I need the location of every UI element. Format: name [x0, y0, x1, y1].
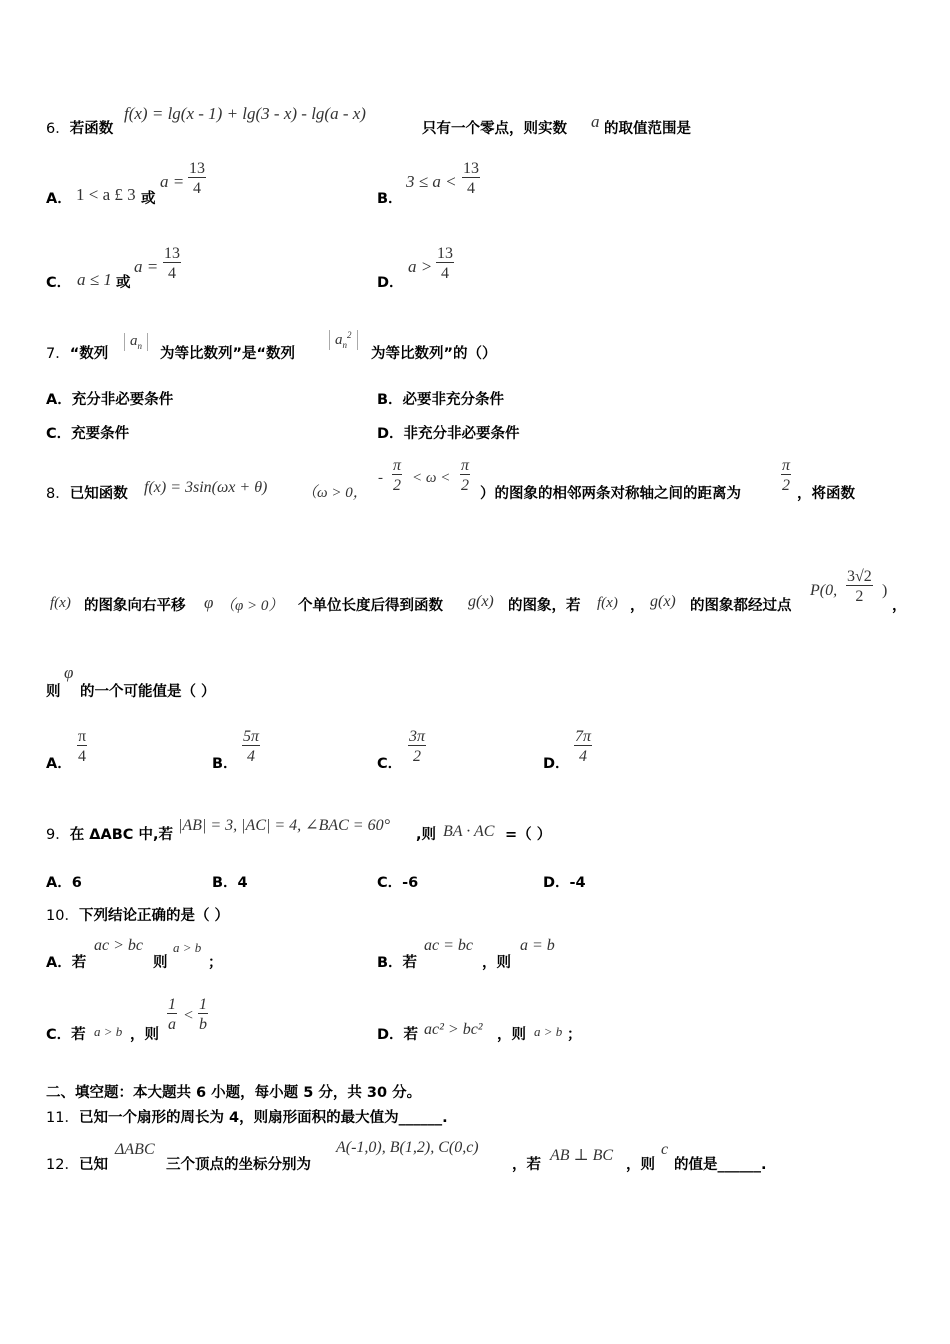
q8-line3a: 则 [46, 684, 61, 700]
q8-text1: 8．已知函数 [46, 486, 128, 502]
q8-option-d-fraction: $\frac{7\pi}{4}$ [575, 728, 592, 765]
q8-option-a-label: A． [46, 756, 72, 772]
q8-condition1: （ω > 0， [302, 485, 368, 501]
q8-text5: 个单位长度后得到函数 [298, 598, 443, 614]
q10-option-b-then: ，则 [482, 955, 511, 971]
q6-option-a-expr: 1 < a £ 3 [76, 185, 136, 204]
q8-gx-2: g(x) [650, 593, 676, 610]
q10-option-a-e1: ac > bc [94, 937, 143, 954]
q6-option-c-fraction: $\frac{13}{4}$ [164, 245, 180, 282]
q8-line3b: 的一个可能值是（ ） [80, 684, 216, 700]
q10-option-a-then: 则 [153, 955, 168, 971]
q10-option-a-label: A．若 [46, 955, 87, 971]
q7-text3: 为等比数列”的（） [371, 346, 497, 362]
q12-perp: AB ⊥ BC [550, 1147, 614, 1164]
q6-option-c-expr2: a = [134, 257, 159, 276]
q8-option-b-fraction: $\frac{5\pi}{4}$ [243, 728, 260, 765]
q6-option-d-expr: a > [408, 257, 433, 276]
q10-option-b-e2: a = b [520, 937, 555, 954]
q6-text-end: 的取值范围是 [604, 121, 691, 137]
q9-option-a: A．6 [46, 875, 82, 891]
q9-option-c: C．-6 [377, 875, 419, 891]
q10-option-b-label: B．若 [377, 955, 418, 971]
q8-option-d-label: D． [543, 756, 570, 772]
q12-text4: ，则 [626, 1157, 655, 1173]
q12-text2: 三个顶点的坐标分别为 [166, 1157, 311, 1173]
q8-point-pre: P(0, [810, 582, 838, 599]
q8-point-post: ) [882, 582, 888, 599]
q8-option-c-fraction: $\frac{3\pi}{2}$ [409, 728, 426, 765]
q8-phi-2: φ [64, 663, 74, 682]
q10-option-c-label: C．若 [46, 1027, 86, 1043]
q8-text2: ）的图象的相邻两条对称轴之间的距离为 [480, 486, 741, 502]
q12-triangle: ΔABC [115, 1141, 155, 1158]
q6-option-a-expr2: a = [160, 172, 185, 191]
q10-option-d-e1: ac² > bc² [424, 1021, 483, 1038]
q12-text1: 12．已知 [46, 1157, 108, 1173]
q6-text-post: 只有一个零点，则实数 [422, 121, 567, 137]
q10-option-a-e2: a > b [173, 940, 202, 955]
q7-option-c: C．充要条件 [46, 426, 130, 442]
q7-sequence-an2: $a_n^2$ [329, 330, 358, 350]
q9-condition: |AB| = 3, |AC| = 4, ∠BAC = 60° [178, 817, 390, 834]
q9-text3: =（ ） [505, 827, 552, 843]
q8-text4: 的图象向右平移 [84, 598, 186, 614]
q8-phi: φ [204, 593, 214, 612]
q10-option-c-e1: a > b [94, 1024, 123, 1039]
q10-option-c-then: ，则 [130, 1027, 159, 1043]
q9-option-b: B．4 [212, 875, 248, 891]
section-2-heading: 二、填空题：本大题共 6 小题，每小题 5 分，共 30 分。 [46, 1085, 422, 1101]
q6-text-pre: 6．若函数 [46, 121, 114, 137]
q8-option-a-fraction: $\frac{\pi}{4}$ [78, 728, 87, 765]
q8-comma: ， [630, 598, 645, 614]
q8-fraction-pi-2-b: $\frac{\pi}{2}$ [461, 457, 470, 494]
q10-option-d-label: D．若 [377, 1027, 419, 1043]
q8-fraction-pi-2-a: $\frac{\pi}{2}$ [393, 457, 402, 494]
q12-c: c [661, 1141, 669, 1158]
q10-option-d-then: ，则 [497, 1027, 526, 1043]
q7-option-a: A．充分非必要条件 [46, 392, 174, 408]
q8-point-fraction: $\frac{3√2}{2}$ [847, 568, 872, 605]
q8-gx: g(x) [468, 593, 494, 610]
q6-option-a-or: 或 [141, 191, 156, 207]
q6-formula: f(x) = lg(x - 1) + lg(3 - x) - lg(a - x) [124, 104, 366, 123]
q6-option-b-fraction: $\frac{13}{4}$ [463, 160, 479, 197]
q8-condition2: （φ > 0） [220, 598, 284, 614]
q8-fx: f(x) [50, 595, 71, 611]
q8-text7: 的图象都经过点 [690, 598, 792, 614]
q6-option-d-label: D． [377, 275, 404, 291]
q12-text5: 的值是______. [674, 1157, 767, 1173]
q10-option-c-fraction1: $\frac{1}{a}$ [168, 996, 176, 1033]
q8-option-b-label: B． [212, 756, 238, 772]
q7-option-d: D．非充分非必要条件 [377, 426, 520, 442]
q10-option-d-e2: a > b [534, 1024, 563, 1039]
q7-sequence-an: $a_n$ [124, 333, 148, 351]
q12-points: A(-1,0), B(1,2), C(0,c) [336, 1139, 479, 1156]
q9-text1: 9．在 ΔABC 中,若 [46, 827, 173, 843]
q9-expression: BA · AC [443, 823, 495, 840]
q6-option-c-label: C． [46, 275, 72, 291]
q6-var: a [591, 112, 600, 131]
q8-comma-2: ， [892, 598, 907, 614]
q10-option-c-lt: < [184, 1007, 194, 1024]
question-11: 11．已知一个扇形的周长为 4，则扇形面积的最大值为______. [46, 1110, 448, 1126]
q8-text6: 的图象，若 [508, 598, 581, 614]
q12-text3: ，若 [512, 1157, 541, 1173]
q8-fx-2: f(x) [597, 595, 618, 611]
q10-option-a-end: ； [208, 955, 223, 971]
q6-option-d-fraction: $\frac{13}{4}$ [437, 245, 453, 282]
q6-option-a-label: A． [46, 191, 72, 207]
q6-option-a-fraction: $\frac{13}{4}$ [189, 160, 205, 197]
q7-option-b: B．必要非充分条件 [377, 392, 505, 408]
q8-function: f(x) = 3sin(ωx + θ) [144, 479, 268, 496]
q6-option-c-expr: a ≤ 1 [77, 270, 112, 289]
q8-fraction-pi-2-c: $\frac{\pi}{2}$ [782, 457, 791, 494]
q6-option-c-or: 或 [116, 275, 131, 291]
q10-option-b-e1: ac = bc [424, 937, 473, 954]
q7-text2: 为等比数列”是“数列 [160, 346, 296, 362]
q6-option-b-expr: 3 ≤ a < [406, 172, 457, 191]
q10-option-c-fraction2: $\frac{1}{b}$ [199, 996, 207, 1033]
q9-option-d: D．-4 [543, 875, 586, 891]
q7-text1: 7．“数列 [46, 346, 109, 362]
q8-minus: - [378, 470, 383, 486]
q10-text: 10．下列结论正确的是（ ） [46, 908, 230, 924]
q8-text3: ，将函数 [797, 486, 855, 502]
q8-lt: < ω < [412, 470, 451, 486]
q8-option-c-label: C． [377, 756, 403, 772]
q9-text2: ,则 [416, 827, 437, 843]
q10-option-d-end: ； [567, 1027, 582, 1043]
q6-option-b-label: B． [377, 191, 403, 207]
